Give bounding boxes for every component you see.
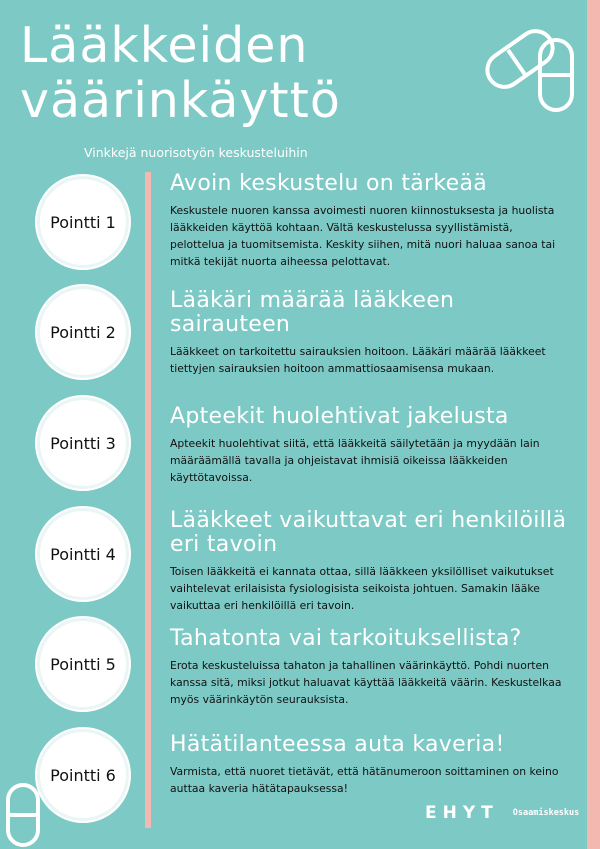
point-section-5 [170,627,570,708]
point-heading-4: Lääkkeet vaikuttavat eri henkilöillä eri tavoin [170,508,567,557]
point-body-2: Lääkkeet on tarkoitettu sairauksien hoitoon. Lääkäri määrää lääkkeet tiettyjen sairauksien hoitoon ammattiosaamisensa mukaan. [170,345,546,375]
point-body-4: Toisen lääkkeitä ei kannata ottaa, sillä lääkkeen yksilölliset vaikutukset vaihtelevat erilaisista fysiologisista seikoista johtuen. Samakin lääke vaikuttaa eri henkilöillä eri tavoin. [170,565,554,612]
point-badge-5: Pointti 5 [37,618,129,710]
point-heading-1: Avoin keskustelu on tärkeää [170,171,488,196]
pill-icon [478,20,588,115]
point-badge-1: Pointti 1 [37,176,129,268]
title-line-1: Lääkkeiden [20,17,309,74]
point-heading-6: Hätätilanteessa auta kaveria! [170,732,505,757]
point-section-4 [170,509,570,614]
point-body-1: Keskustele nuoren kanssa avoimesti nuoren kiinnostuksesta ja huolista lääkkeiden käyttöä kohtaan. Vältä keskustelussa syyllistämistä, pelottelua ja tuomitsemista. Keskity siihen, mitä nuori haluaa sanoa tai mitkä tekijät nuorta aiheessa pelottavat. [170,204,556,268]
point-body-3: Apteekit huolehtivat siitä, että lääkkeitä säilytetään ja myydään lain määräämällä tavalla ja ohjeistavat ihmisiä oikeissa lääkkeiden käyttötavoissa. [170,437,540,484]
ehyt-logo [425,803,579,823]
point-badge-6: Pointti 6 [37,729,129,821]
title-line-2: väärinkäyttö [20,72,341,129]
point-badge-3: Pointti 3 [37,397,129,489]
logo-subtitle: Osaamiskeskus [512,808,580,818]
page-title [20,18,341,128]
point-section-2 [170,289,570,377]
logo-mark: EHYT [425,803,499,823]
point-section-3 [170,405,570,486]
right-stripe [587,0,600,849]
subtitle: Vinkkejä nuorisotyön keskusteluihin [84,145,308,160]
point-body-5: Erota keskusteluissa tahaton ja tahallinen väärinkäyttö. Pohdi nuorten kanssa sitä, miksi jotkut haluavat käyttää lääkkeitä väärin. Keskustelkaa myös väärinkäytön seurauksista. [170,659,562,706]
point-heading-3: Apteekit huolehtivat jakelusta [170,404,509,429]
point-body-6: Varmista, että nuoret tietävät, että hätänumeroon soittaminen on keino auttaa kaveria hätätapauksessa! [170,765,559,795]
point-badge-2: Pointti 2 [37,286,129,378]
point-section-1 [170,172,570,270]
point-heading-2: Lääkäri määrää lääkkeen sairauteen [170,288,455,337]
point-heading-5: Tahatonta vai tarkoituksellista? [170,626,522,651]
timeline-line [145,172,151,828]
point-badge-4: Pointti 4 [37,508,129,600]
point-section-6 [170,733,570,797]
